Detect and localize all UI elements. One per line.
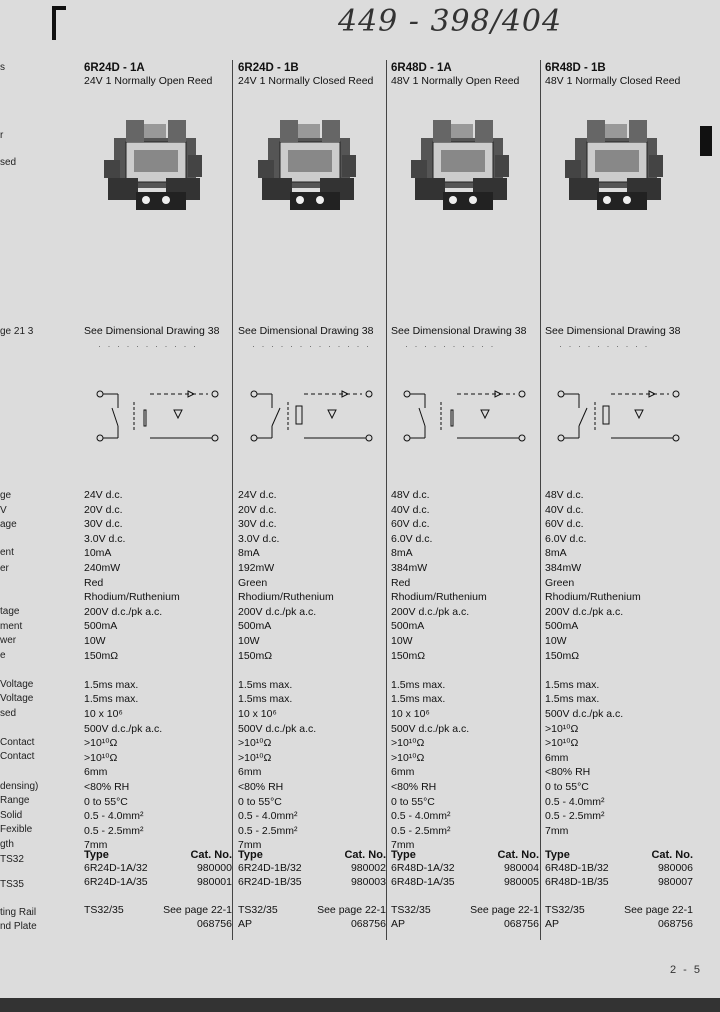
spec-value: 10 x 10⁶ [391, 708, 430, 720]
type-cell: 6R24D-1A/35 [84, 876, 148, 888]
row-label: sed [0, 157, 17, 168]
type-cell: 6R48D-1A/32 [391, 862, 455, 874]
product-model: 6R24D - 1A [84, 62, 145, 74]
faint-text: · · · · · · · · · · [559, 341, 650, 351]
spec-value: 0.5 - 4.0mm² [84, 810, 144, 823]
row-label: densing) [0, 781, 39, 792]
spec-value: 150mΩ [238, 649, 273, 662]
row-label: Voltage [0, 679, 34, 690]
spec-value: 10W [238, 635, 260, 647]
spec-value: 60V d.c. [391, 518, 430, 531]
spec-value: 500mA [84, 620, 118, 633]
ordering-row [545, 903, 693, 917]
ordering-row [84, 861, 232, 875]
ordering-row [238, 917, 386, 931]
spec-value: 10 x 10⁶ [238, 708, 277, 720]
ordering-row [84, 917, 232, 931]
spec-value: 500mA [238, 620, 272, 633]
cat-no-cell: 068756 [350, 918, 386, 930]
row-label: TS32 [0, 854, 24, 865]
spec-value: 1.5ms max. [84, 678, 139, 691]
spec-value: 0.5 - 2.5mm² [545, 810, 605, 823]
type-cell: TS32/35 [545, 904, 585, 916]
spec-value: 0.5 - 4.0mm² [238, 810, 298, 823]
spec-value: 7mm [84, 839, 108, 852]
spec-value: Rhodium/Ruthenium [545, 591, 641, 604]
spec-value: 6.0V d.c. [391, 532, 433, 545]
row-label: Contact [0, 751, 35, 762]
row-label: ting Rail [0, 907, 37, 918]
spec-value: 0.5 - 4.0mm² [545, 795, 605, 808]
spec-value: 48V d.c. [391, 489, 430, 501]
corner-mark [52, 6, 66, 40]
spec-value: 1.5ms max. [84, 693, 139, 706]
spec-value: 40V d.c. [391, 503, 430, 516]
scan-edge [0, 998, 720, 1012]
spec-value: <80% RH [238, 781, 284, 793]
type-cell: TS32/35 [238, 904, 278, 916]
product-model: 6R48D - 1A [391, 62, 452, 74]
faint-text: · · · · · · · · · · · · · [252, 341, 371, 351]
cat-no-cell: 980003 [350, 876, 386, 888]
row-label: s [0, 62, 5, 73]
spec-value: 60V d.c. [545, 518, 584, 531]
spec-value: 384mW [391, 562, 428, 574]
spec-value: 30V d.c. [84, 518, 123, 531]
product-description: 48V 1 Normally Open Reed [391, 75, 520, 87]
row-label: Fexible [0, 824, 33, 835]
ordering-table [391, 849, 539, 931]
cat-no-cell: 980002 [350, 862, 386, 874]
spec-value: 0.5 - 2.5mm² [391, 824, 451, 837]
type-header: Type [545, 849, 570, 861]
type-cell: 6R48D-1A/35 [391, 876, 455, 888]
spec-value: 1.5ms max. [391, 678, 446, 691]
dimension-reference: See Dimensional Drawing 38 [238, 325, 374, 337]
type-cell: TS32/35 [391, 904, 431, 916]
type-cell: AP [238, 918, 253, 930]
spec-value: 0 to 55°C [391, 795, 435, 808]
row-label: V [0, 505, 7, 516]
cat-no-cell: See page 22-1 [624, 904, 693, 916]
circuit-diagram [549, 380, 689, 450]
circuit-diagram [242, 380, 382, 450]
type-cell: 6R24D-1B/32 [238, 862, 302, 874]
cat-no-cell: 980005 [503, 876, 539, 888]
spec-value: Rhodium/Ruthenium [238, 591, 334, 604]
spec-value: 500V d.c./pk a.c. [84, 722, 163, 735]
type-cell: 6R48D-1B/35 [545, 876, 609, 888]
dimension-reference: See Dimensional Drawing 38 [391, 325, 527, 337]
spec-value: >10¹⁰Ω [84, 737, 118, 750]
spec-value: >10¹⁰Ω [238, 751, 272, 764]
spec-value: Green [238, 576, 268, 589]
cat-no-cell: 980004 [503, 862, 539, 874]
circuit-diagram [88, 380, 228, 450]
cat-no-cell: 068756 [503, 918, 539, 930]
ordering-row [545, 861, 693, 875]
type-cell: 6R24D-1A/32 [84, 862, 148, 874]
spec-value: 3.0V d.c. [238, 532, 280, 545]
row-label: TS35 [0, 879, 24, 890]
ordering-row [238, 861, 386, 875]
spec-value: 10mA [84, 547, 112, 560]
ordering-header [391, 849, 539, 861]
spec-value: 24V d.c. [84, 489, 123, 501]
ordering-row [238, 875, 386, 889]
ordering-row [391, 903, 539, 917]
spec-value: 10W [84, 635, 106, 647]
spec-value: 500V d.c./pk a.c. [545, 708, 624, 720]
ordering-row [84, 903, 232, 917]
product-model: 6R48D - 1B [545, 62, 606, 74]
row-label: Range [0, 795, 30, 806]
spec-value: 384mW [545, 562, 582, 574]
relay-photo [250, 80, 360, 220]
page-number: 2 - 5 [670, 964, 703, 976]
ordering-row [391, 917, 539, 931]
spec-value: 1.5ms max. [545, 678, 600, 691]
spec-value: 10W [545, 635, 567, 647]
row-label: Contact [0, 737, 35, 748]
product-model: 6R24D - 1B [238, 62, 299, 74]
type-cell: 6R48D-1B/32 [545, 862, 609, 874]
row-label: er [0, 563, 9, 574]
spec-value: 20V d.c. [84, 503, 123, 516]
ordering-table [545, 849, 693, 931]
relay-photo [557, 80, 667, 220]
spec-value: 8mA [238, 547, 260, 560]
cat-no-cell: 068756 [657, 918, 693, 930]
spec-value: 6.0V d.c. [545, 532, 587, 545]
row-label: ent [0, 547, 14, 558]
spec-value: 200V d.c./pk a.c. [545, 605, 624, 618]
cat-no-cell: 980006 [657, 862, 693, 874]
spec-value: >10¹⁰Ω [391, 751, 425, 764]
page-tab-marker [700, 126, 712, 156]
ordering-header [238, 849, 386, 861]
spec-value: 150mΩ [545, 649, 580, 662]
spec-value: Green [545, 576, 575, 589]
row-label: gth [0, 839, 14, 850]
ordering-table [238, 849, 386, 931]
spec-value: 3.0V d.c. [84, 532, 126, 545]
spec-value: 240mW [84, 562, 121, 574]
circuit-diagram [395, 380, 535, 450]
spec-value: 192mW [238, 562, 275, 574]
type-header: Type [84, 849, 109, 861]
faint-text: · · · · · · · · · · [405, 341, 496, 351]
dimension-reference: See Dimensional Drawing 38 [84, 325, 220, 337]
spec-value: 10W [391, 635, 413, 647]
row-label: ge 21 3 [0, 326, 34, 337]
type-cell: AP [391, 918, 406, 930]
spec-value: >10¹⁰Ω [238, 737, 272, 750]
ordering-row [238, 903, 386, 917]
spec-value: 7mm [545, 824, 569, 837]
ordering-row [84, 875, 232, 889]
column-divider [386, 60, 387, 940]
spec-value: Red [84, 576, 104, 589]
type-cell: AP [545, 918, 560, 930]
spec-value: 40V d.c. [545, 503, 584, 516]
row-label: age [0, 519, 17, 530]
spec-value: <80% RH [545, 766, 591, 779]
spec-value: 0.5 - 2.5mm² [238, 824, 298, 837]
spec-value: 48V d.c. [545, 489, 584, 501]
cat-no-cell: See page 22-1 [470, 904, 539, 916]
cat-no-cell: 980001 [196, 876, 232, 888]
spec-value: <80% RH [391, 781, 437, 793]
spec-value: 150mΩ [84, 649, 119, 662]
cat-no-cell: 980000 [196, 862, 232, 874]
row-label: e [0, 650, 6, 661]
product-description: 48V 1 Normally Closed Reed [545, 75, 681, 87]
product-description: 24V 1 Normally Closed Reed [238, 75, 374, 87]
spec-value: 500mA [545, 620, 579, 633]
row-label: nd Plate [0, 921, 37, 932]
ordering-header [84, 849, 232, 861]
cat-no-cell: 980007 [657, 876, 693, 888]
product-description: 24V 1 Normally Open Reed [84, 75, 213, 87]
ordering-row [391, 861, 539, 875]
spec-value: >10¹⁰Ω [545, 737, 579, 750]
spec-value: 0 to 55°C [238, 795, 282, 808]
spec-value: 200V d.c./pk a.c. [238, 605, 317, 618]
row-label: ge [0, 490, 12, 501]
spec-value: 8mA [391, 547, 413, 560]
spec-value: 1.5ms max. [238, 693, 293, 706]
spec-value: 200V d.c./pk a.c. [391, 605, 470, 618]
cat-no-cell: See page 22-1 [317, 904, 386, 916]
row-label: Voltage [0, 693, 34, 704]
spec-value: 0.5 - 4.0mm² [391, 810, 451, 823]
ordering-row [391, 875, 539, 889]
spec-value: 30V d.c. [238, 518, 277, 531]
spec-value: 500V d.c./pk a.c. [238, 722, 317, 735]
spec-value: 20V d.c. [238, 503, 277, 516]
ordering-header [545, 849, 693, 861]
spec-value: 1.5ms max. [238, 678, 293, 691]
faint-text: · · · · · · · · · · · [98, 341, 198, 351]
dimension-reference: See Dimensional Drawing 38 [545, 325, 681, 337]
spec-value: 10 x 10⁶ [84, 708, 123, 720]
spec-value: Rhodium/Ruthenium [84, 591, 180, 604]
spec-value: Rhodium/Ruthenium [391, 591, 487, 604]
row-label: tage [0, 606, 20, 617]
row-label: sed [0, 708, 17, 719]
spec-value: 6mm [391, 766, 415, 779]
type-header: Type [391, 849, 416, 861]
cat-no-header: Cat. No. [497, 849, 539, 861]
spec-value: 500V d.c./pk a.c. [391, 722, 470, 735]
row-label: r [0, 130, 4, 141]
spec-value: 150mΩ [391, 649, 426, 662]
ordering-row [545, 917, 693, 931]
spec-value: 1.5ms max. [545, 693, 600, 706]
handwritten-note: 449 - 398/404 [338, 4, 563, 39]
spec-value: >10¹⁰Ω [84, 751, 118, 764]
spec-value: 1.5ms max. [391, 693, 446, 706]
ordering-row [545, 875, 693, 889]
spec-value: 0.5 - 2.5mm² [84, 824, 144, 837]
spec-value: >10¹⁰Ω [545, 722, 579, 735]
spec-value: 0 to 55°C [545, 781, 589, 793]
relay-photo [403, 80, 513, 220]
row-label: Solid [0, 810, 23, 821]
cat-no-header: Cat. No. [344, 849, 386, 861]
spec-value: 500mA [391, 620, 425, 633]
type-cell: TS32/35 [84, 904, 124, 916]
spec-value: 7mm [238, 839, 262, 852]
spec-value: Red [391, 576, 411, 589]
spec-value: 200V d.c./pk a.c. [84, 605, 163, 618]
row-label: wer [0, 635, 17, 646]
cat-no-header: Cat. No. [651, 849, 693, 861]
column-divider [540, 60, 541, 940]
row-label: ment [0, 621, 23, 632]
cat-no-cell: See page 22-1 [163, 904, 232, 916]
relay-photo [96, 80, 206, 220]
spec-value: 6mm [545, 751, 569, 764]
spec-value: >10¹⁰Ω [391, 737, 425, 750]
type-header: Type [238, 849, 263, 861]
spec-value: 24V d.c. [238, 489, 277, 501]
ordering-table [84, 849, 232, 931]
spec-value: 6mm [238, 766, 262, 779]
spec-value: 7mm [391, 839, 415, 852]
type-cell: 6R24D-1B/35 [238, 876, 302, 888]
spec-value: <80% RH [84, 781, 130, 793]
spec-value: 6mm [84, 766, 108, 779]
column-divider [232, 60, 233, 940]
cat-no-cell: 068756 [196, 918, 232, 930]
spec-value: 0 to 55°C [84, 795, 128, 808]
spec-value: 8mA [545, 547, 567, 560]
cat-no-header: Cat. No. [190, 849, 232, 861]
